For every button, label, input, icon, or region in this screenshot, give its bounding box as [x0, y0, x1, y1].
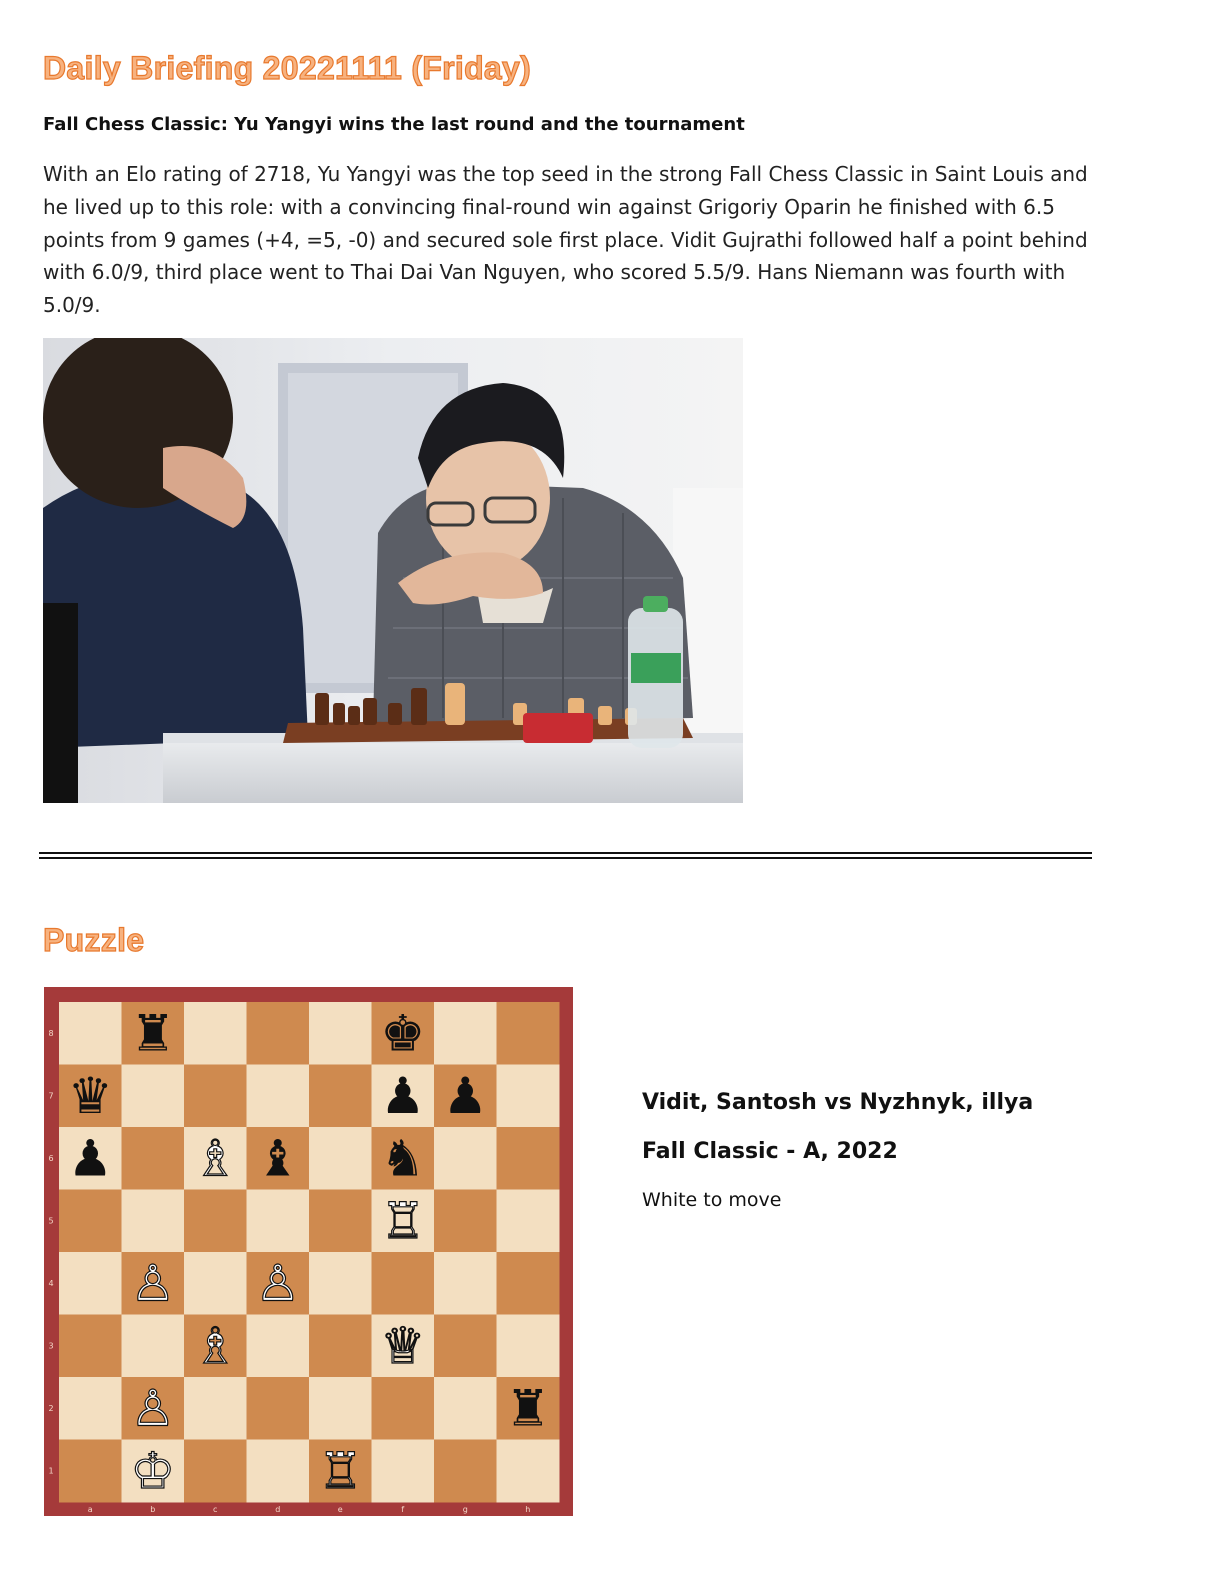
square-d7[interactable] — [247, 1065, 310, 1128]
square-e3[interactable] — [309, 1315, 372, 1378]
square-a4[interactable] — [59, 1252, 122, 1315]
square-e4[interactable] — [309, 1252, 372, 1315]
article-headline: Fall Chess Classic: Yu Yangyi wins the last round and the tournament — [43, 114, 745, 135]
square-f1[interactable] — [372, 1440, 435, 1503]
white-pawn-d4[interactable]: ♙ — [255, 1254, 301, 1313]
file-label: e — [337, 1505, 343, 1514]
square-d8[interactable] — [247, 1002, 310, 1065]
black-king-f8[interactable]: ♚ — [380, 1004, 426, 1063]
square-c4[interactable] — [184, 1252, 247, 1315]
square-d3[interactable] — [247, 1315, 310, 1378]
square-a1[interactable] — [59, 1440, 122, 1503]
rank-label: 3 — [48, 1341, 54, 1351]
square-c5[interactable] — [184, 1190, 247, 1253]
square-d1[interactable] — [247, 1440, 310, 1503]
divider-bottom — [39, 857, 1092, 859]
chess-board-svg — [44, 987, 573, 1516]
rank-label: 2 — [48, 1404, 54, 1413]
rank-label: 4 — [48, 1279, 54, 1288]
square-g5[interactable] — [434, 1190, 497, 1253]
square-f4[interactable] — [372, 1252, 435, 1315]
white-bishop-c6[interactable]: ♗ — [192, 1129, 238, 1188]
black-pawn-g7[interactable]: ♟ — [442, 1066, 488, 1125]
square-e7[interactable] — [309, 1065, 372, 1128]
file-label: a — [87, 1505, 93, 1514]
page-title: Daily Briefing 20221111 (Friday) — [43, 50, 532, 86]
white-pawn-b4[interactable]: ♙ — [130, 1254, 176, 1313]
white-rook-f5[interactable]: ♖ — [380, 1191, 426, 1250]
square-c2[interactable] — [184, 1377, 247, 1440]
square-h5[interactable] — [497, 1190, 560, 1253]
side-to-move: White to move — [642, 1189, 782, 1211]
square-h3[interactable] — [497, 1315, 560, 1378]
file-label: f — [401, 1505, 405, 1514]
square-b6[interactable] — [122, 1127, 185, 1190]
square-g1[interactable] — [434, 1440, 497, 1503]
square-a8[interactable] — [59, 1002, 122, 1065]
game-event: Fall Classic - A, 2022 — [642, 1139, 898, 1164]
square-a3[interactable] — [59, 1315, 122, 1378]
square-b7[interactable] — [122, 1065, 185, 1128]
white-king-b1[interactable]: ♔ — [130, 1441, 176, 1500]
square-e6[interactable] — [309, 1127, 372, 1190]
square-e8[interactable] — [309, 1002, 372, 1065]
game-players: Vidit, Santosh vs Nyzhnyk, illya — [642, 1090, 1034, 1115]
rank-label: 6 — [48, 1154, 54, 1163]
chess-board — [44, 987, 573, 1516]
article-photo — [43, 338, 743, 803]
file-label: b — [150, 1505, 156, 1514]
square-h6[interactable] — [497, 1127, 560, 1190]
file-label: g — [462, 1505, 468, 1514]
black-knight-f6[interactable]: ♞ — [380, 1129, 426, 1188]
rank-label: 8 — [48, 1029, 54, 1038]
square-h4[interactable] — [497, 1252, 560, 1315]
square-b3[interactable] — [122, 1315, 185, 1378]
puzzle-heading: Puzzle — [43, 922, 145, 958]
square-c1[interactable] — [184, 1440, 247, 1503]
rank-label: 5 — [48, 1216, 54, 1226]
square-e2[interactable] — [309, 1377, 372, 1440]
divider-top — [39, 852, 1092, 854]
square-g8[interactable] — [434, 1002, 497, 1065]
square-h8[interactable] — [497, 1002, 560, 1065]
square-a2[interactable] — [59, 1377, 122, 1440]
file-label: c — [213, 1505, 218, 1514]
square-e5[interactable] — [309, 1190, 372, 1253]
square-f2[interactable] — [372, 1377, 435, 1440]
black-pawn-a6[interactable]: ♟ — [67, 1129, 113, 1188]
white-rook-e1[interactable]: ♖ — [317, 1441, 363, 1500]
file-label: h — [525, 1505, 531, 1514]
file-label: d — [275, 1505, 281, 1514]
black-pawn-f7[interactable]: ♟ — [380, 1066, 426, 1125]
rank-label: 7 — [48, 1091, 54, 1101]
square-g2[interactable] — [434, 1377, 497, 1440]
square-b5[interactable] — [122, 1190, 185, 1253]
square-a5[interactable] — [59, 1190, 122, 1253]
square-g3[interactable] — [434, 1315, 497, 1378]
square-g4[interactable] — [434, 1252, 497, 1315]
white-pawn-b2[interactable]: ♙ — [130, 1379, 176, 1438]
square-h1[interactable] — [497, 1440, 560, 1503]
black-bishop-d6[interactable]: ♝ — [255, 1129, 301, 1188]
black-queen-a7[interactable]: ♛ — [67, 1066, 113, 1125]
square-d2[interactable] — [247, 1377, 310, 1440]
white-bishop-c3[interactable]: ♗ — [192, 1316, 238, 1375]
square-d5[interactable] — [247, 1190, 310, 1253]
black-rook-h2[interactable]: ♜ — [505, 1379, 551, 1438]
square-h7[interactable] — [497, 1065, 560, 1128]
white-queen-f3[interactable]: ♕ — [380, 1316, 426, 1375]
square-c7[interactable] — [184, 1065, 247, 1128]
black-rook-b8[interactable]: ♜ — [130, 1004, 176, 1063]
rank-label: 1 — [48, 1466, 54, 1476]
square-g6[interactable] — [434, 1127, 497, 1190]
square-c8[interactable] — [184, 1002, 247, 1065]
article-body: With an Elo rating of 2718, Yu Yangyi was the top seed in the strong Fall Chess Classic in Saint Louis and he lived up to this role: with a convincing final-round win against Grigoriy Oparin he finished with 6.5 points from 9 games (+4, =5, -0) and secured sole first place. Vidit Gujrathi followed half a point behind with 6.0/9, third place went to Thai Dai Van Nguyen, who scored 5.5/9. Hans Niemann was fourth with 5.0/9. — [43, 162, 1088, 318]
